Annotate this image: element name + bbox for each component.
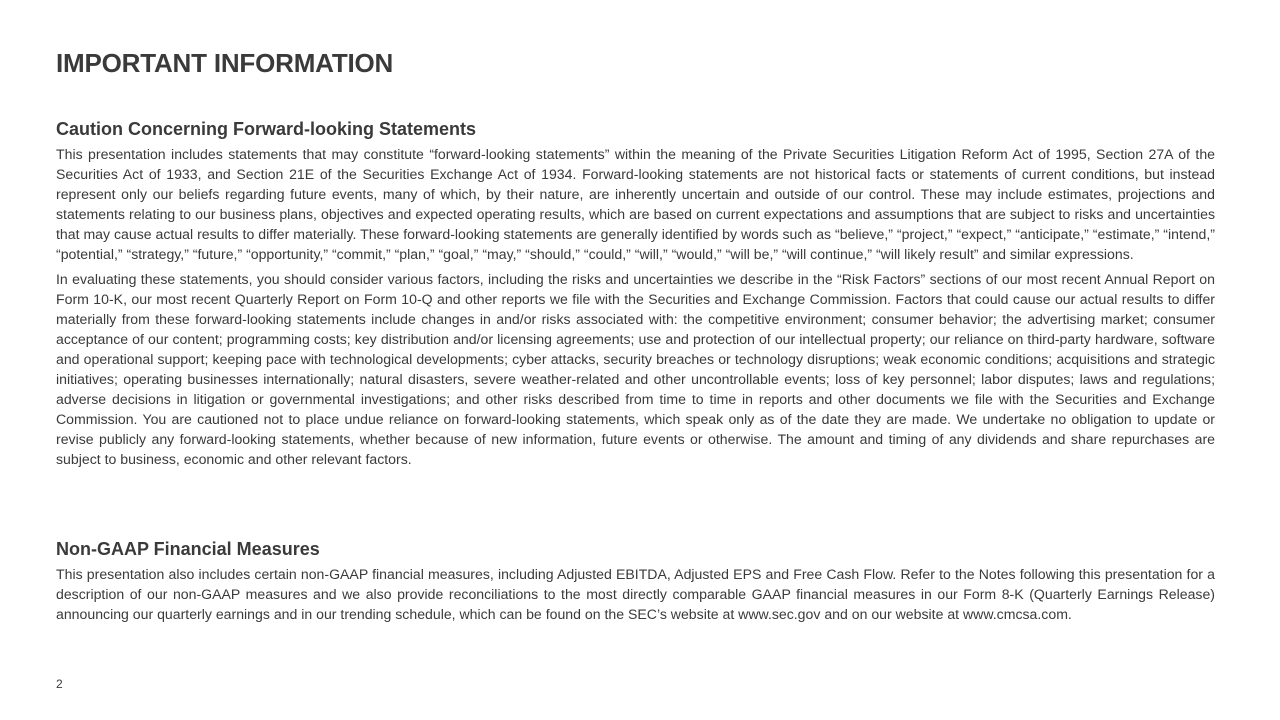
forward-looking-paragraph-2: In evaluating these statements, you should consider various factors, including the risks and uncertainties we describe in the “Risk Factors” sections of our most recent Annual Report on Form 10-K, our most recent Quarterly Report on Form 10-Q and other reports we file with the Securities and Exchange Commission. Factors that could cause our actual results to differ materially from these forward-looking statements include changes in and/or risks associated with: the competitive environment; consumer behavior; the advertising market; consumer acceptance of our content; programming costs; key distribution and/or licensing agreements; use and protection of our intellectual property; our reliance on third-party hardware, software and operational support; keeping pace with technological developments; cyber attacks, security breaches or technology disruptions; weak economic conditions; acquisitions and strategic initiatives; operating businesses internationally; natural disasters, severe weather-related and other uncontrollable events; loss of key personnel; labor disputes; laws and regulations; adverse decisions in litigation or governmental investigations; and other risks described from time to time in reports and other documents we file with the Securities and Exchange Commission. You are cautioned not to place undue reliance on forward-looking statements, which speak only as of the date they are made. We undertake no obligation to update or revise publicly any forward-looking statements, whether because of new information, future events or otherwise. The amount and timing of any dividends and share repurchases are subject to business, economic and other relevant factors. <box>56 271 1215 467</box>
forward-looking-paragraph-1: This presentation includes statements that may constitute “forward-looking statements” within the meaning of the Private Securities Litigation Reform Act of 1995, Section 27A of the Securities Act of 1933, and Section 21E of the Securities Exchange Act of 1934. Forward-looking statements are not historical facts or statements of current conditions, but instead represent only our beliefs regarding future events, many of which, by their nature, are inherently uncertain and outside of our control. These may include estimates, projections and statements relating to our business plans, objectives and expected operating results, which are based on current expectations and assumptions that are subject to risks and uncertainties that may cause actual results to differ materially. These forward-looking statements are generally identified by words such as “believe,” “project,” “expect,” “anticipate,” “estimate,” “intend,” “potential,” “strategy,” “future,” “opportunity,” “commit,” “plan,” “goal,” “may,” “should,” “could,” “will,” “would,” “will be,” “will continue,” “will likely result” and similar expressions. <box>56 146 1215 262</box>
page-number: 2 <box>56 677 63 691</box>
forward-looking-section <box>56 117 1215 469</box>
slide <box>56 0 1215 720</box>
non-gaap-paragraph: This presentation also includes certain non-GAAP financial measures, including Adjusted EBITDA, Adjusted EPS and Free Cash Flow. Refer to the Notes following this presentation for a description of our non-GAAP measures and we also provide reconciliations to the most directly comparable GAAP financial measures in our Form 8-K (Quarterly Earnings Release) announcing our quarterly earnings and in our trending schedule, which can be found on the SEC’s website at www.sec.gov and on our website at www.cmcsa.com. <box>56 566 1215 622</box>
non-gaap-section <box>56 537 1215 624</box>
non-gaap-heading: Non-GAAP Financial Measures <box>56 539 320 559</box>
page-title: IMPORTANT INFORMATION <box>56 48 394 78</box>
forward-looking-heading: Caution Concerning Forward-looking Statements <box>56 119 477 139</box>
